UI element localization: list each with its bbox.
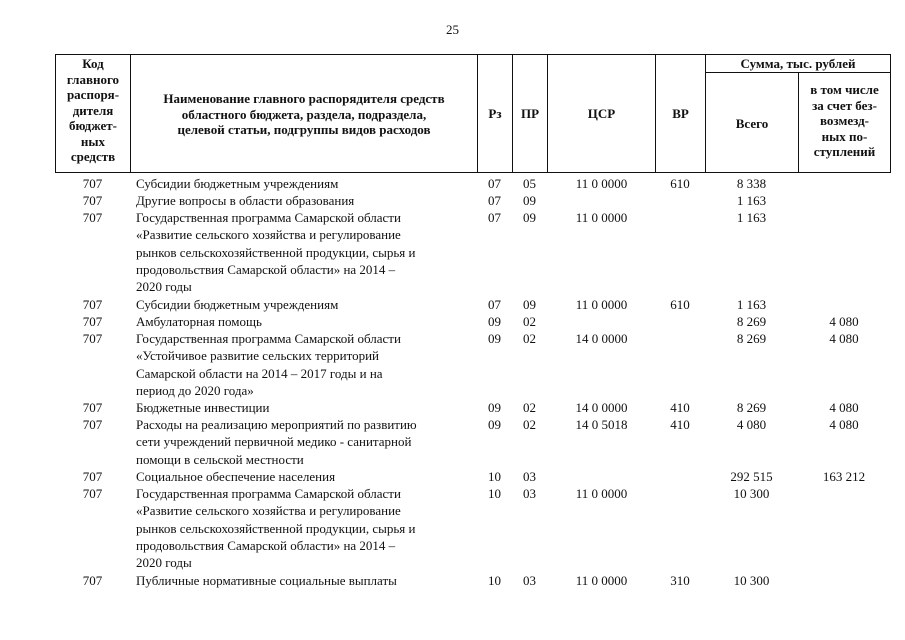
cell-csr: 11 0 0000 [575,176,628,191]
cell-csr: 14 0 5018 [575,417,628,432]
cell-rz: 09 [488,417,501,432]
cell-pr: 02 [523,331,536,346]
cell-vr: 610 [670,176,690,191]
col-divider [890,54,891,173]
header-bottom-border [55,172,891,173]
cell-total: 8 269 [736,314,767,329]
cell-code: 707 [82,297,103,312]
cell-rz: 07 [488,297,501,312]
cell-vr: 410 [670,400,690,415]
cell-pr: 05 [523,176,536,191]
cell-pr: 09 [523,193,536,208]
cell-rz: 09 [488,400,501,415]
cell-name: Субсидии бюджетным учреждениям [136,297,339,312]
cell-csr: 11 0 0000 [575,573,628,588]
cell-name: Расходы на реализацию мероприятий по развитию сети учреждений первичной медико - санитарной помощи в сельской местности [136,417,417,467]
cell-total: 10 300 [733,486,770,501]
cell-pr: 09 [523,210,536,225]
cell-code: 707 [82,417,103,432]
cell-name: Амбулаторная помощь [136,314,262,329]
header-rz: Рз [488,106,502,121]
cell-pr: 09 [523,297,536,312]
cell-csr: 11 0 0000 [575,486,628,501]
cell-code: 707 [82,314,103,329]
header-pr: ПР [520,106,540,121]
cell-code: 707 [82,331,103,346]
cell-csr: 11 0 0000 [575,210,628,225]
cell-pr: 02 [523,400,536,415]
cell-rz: 10 [488,573,501,588]
cell-code: 707 [82,210,103,225]
cell-code: 707 [82,193,103,208]
cell-vr: 310 [670,573,690,588]
cell-code: 707 [82,176,103,191]
cell-total: 4 080 [736,417,767,432]
cell-csr: 11 0 0000 [575,297,628,312]
cell-incl: 4 080 [829,331,859,346]
header-incl: в том числе за счет без- возмезд- ных по- ступлений [810,82,879,159]
table-top-border [55,54,891,55]
cell-incl: 163 212 [822,469,866,484]
cell-total: 1 163 [736,297,767,312]
cell-rz: 07 [488,193,501,208]
cell-name: Социальное обеспечение населения [136,469,336,484]
cell-incl: 4 080 [829,400,859,415]
cell-name: Государственная программа Самарской области «Развитие сельского хозяйства и регулирование рынков сельскохозяйственной продукции, сырья и продовольствия Самарской области» на 2014 – 2020 годы [136,210,416,295]
cell-pr: 03 [523,469,536,484]
cell-name: Бюджетные инвестиции [136,400,270,415]
cell-name: Публичные нормативные социальные выплаты [136,573,397,588]
header-name: Наименование главного распорядителя средств областного бюджета, раздела, подраздела, целевой статьи, подгруппы видов расходов [163,91,445,137]
cell-total: 1 163 [736,210,767,225]
cell-name: Государственная программа Самарской области «Устойчивое развитие сельских территорий Самарской области на 2014 – 2017 годы и на период до 2020 года» [136,331,401,398]
header-sum: Сумма, тыс. рублей [740,56,856,71]
col-divider [705,54,706,173]
header-csr: ЦСР [587,106,616,121]
cell-rz: 09 [488,314,501,329]
cell-total: 8 338 [736,176,767,191]
cell-incl: 4 080 [829,314,859,329]
cell-pr: 03 [523,573,536,588]
cell-total: 1 163 [736,193,767,208]
cell-code: 707 [82,400,103,415]
cell-code: 707 [82,469,103,484]
cell-code: 707 [82,486,103,501]
page-number: 25 [446,22,459,37]
cell-total: 8 269 [736,331,767,346]
cell-name: Государственная программа Самарской области «Развитие сельского хозяйства и регулирование рынков сельскохозяйственной продукции, сырья и продовольствия Самарской области» на 2014 – 2020 годы [136,486,416,571]
cell-code: 707 [82,573,103,588]
cell-rz: 10 [488,486,501,501]
cell-name: Другие вопросы в области образования [136,193,355,208]
cell-total: 10 300 [733,573,770,588]
header-code: Код главного распоря- дителя бюджет- ных средств [66,56,120,164]
header-vr: ВР [672,106,689,121]
cell-csr: 14 0 0000 [575,331,628,346]
cell-csr: 14 0 0000 [575,400,628,415]
cell-incl: 4 080 [829,417,859,432]
cell-rz: 10 [488,469,501,484]
cell-total: 8 269 [736,400,767,415]
cell-vr: 410 [670,417,690,432]
cell-pr: 03 [523,486,536,501]
cell-rz: 07 [488,210,501,225]
cell-vr: 610 [670,297,690,312]
cell-rz: 09 [488,331,501,346]
cell-rz: 07 [488,176,501,191]
cell-pr: 02 [523,417,536,432]
cell-pr: 02 [523,314,536,329]
header-total: Всего [735,116,769,131]
cell-total: 292 515 [730,469,773,484]
cell-name: Субсидии бюджетным учреждениям [136,176,339,191]
